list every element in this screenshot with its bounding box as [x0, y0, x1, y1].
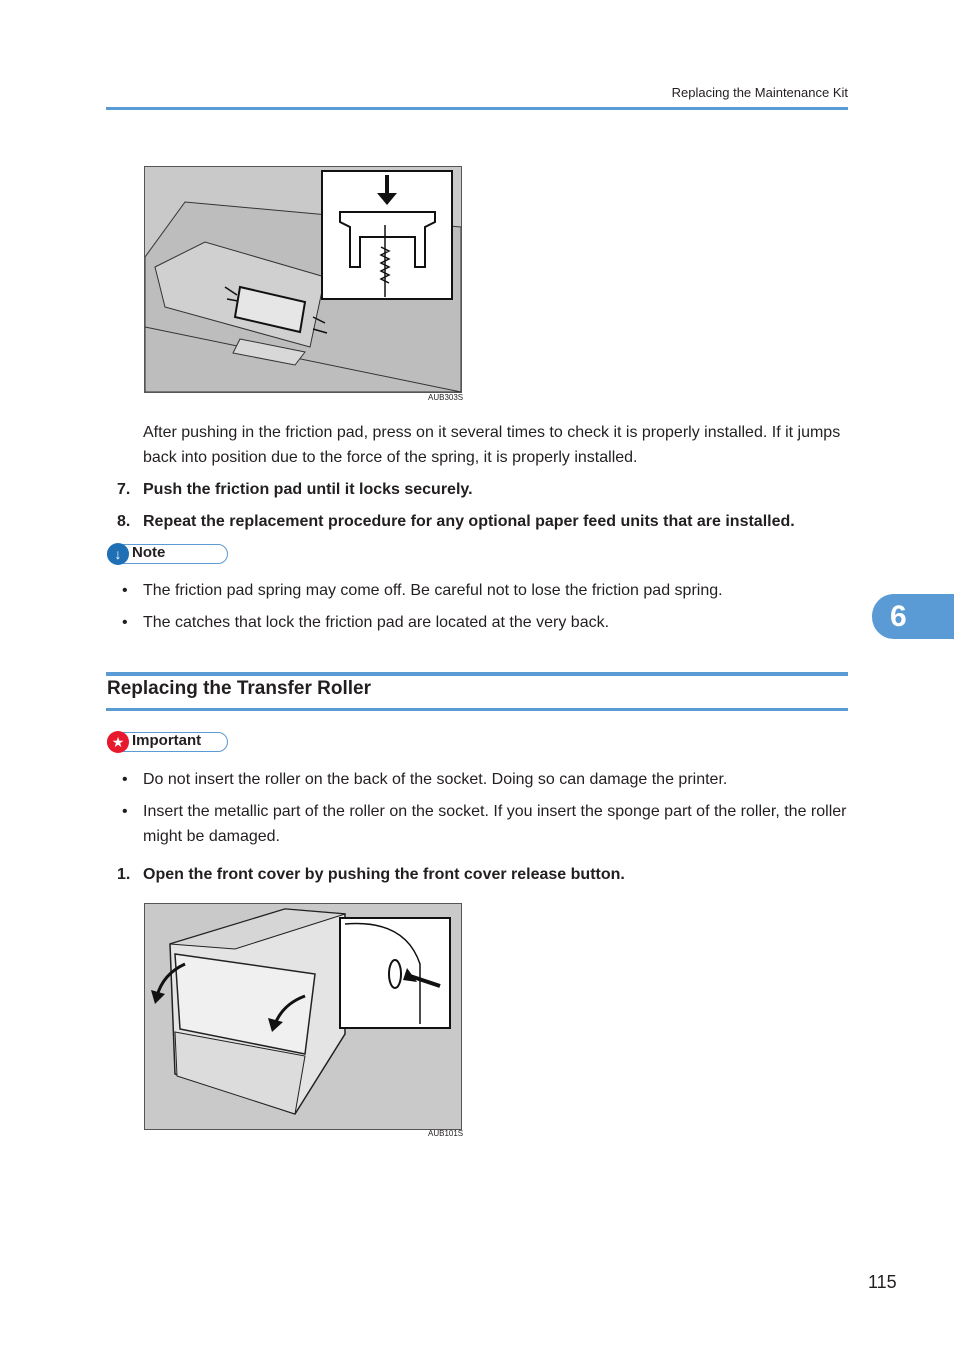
bullet-text: The catches that lock the friction pad are located at the very back. — [143, 614, 610, 631]
section-rule-bottom — [106, 708, 848, 711]
section-title: Replacing the Transfer Roller — [107, 678, 371, 699]
bullet-text: Do not insert the roller on the back of the socket. Doing so can damage the printer. — [143, 771, 728, 788]
front-cover-illustration — [144, 903, 462, 1130]
running-header: Replacing the Maintenance Kit — [671, 85, 848, 100]
bullet-text: The friction pad spring may come off. Be careful not to lose the friction pad spring. — [143, 582, 723, 599]
bullet-dot: • — [122, 614, 128, 631]
step-number: 8. — [117, 513, 131, 530]
star-icon: ★ — [107, 731, 129, 753]
chapter-tab: 6 — [872, 594, 954, 639]
bullet-text: Insert the metallic part of the roller on the socket. If you insert the sponge part of the roller, the roller might be damaged. — [143, 803, 847, 845]
figure-code-label: AUB303S — [428, 393, 464, 402]
note-label: Note — [132, 544, 166, 561]
note-badge — [107, 544, 228, 564]
figure-code-label: AUB101S — [428, 1129, 464, 1138]
step-number: 1. — [117, 866, 131, 883]
section-rule-top — [106, 672, 848, 676]
step-text: Open the front cover by pushing the front cover release button. — [143, 866, 625, 883]
friction-pad-drawing — [145, 167, 461, 392]
page-number: 115 — [868, 1272, 897, 1292]
important-badge — [107, 732, 228, 752]
printer-drawing — [145, 904, 461, 1129]
bullet-dot: • — [122, 803, 128, 820]
down-arrow-icon: ↓ — [107, 543, 129, 565]
step-text: Repeat the replacement procedure for any optional paper feed units that are installed. — [143, 513, 795, 530]
bullet-dot: • — [122, 582, 128, 599]
friction-pad-illustration — [144, 166, 462, 393]
important-label: Important — [132, 732, 202, 749]
paragraph-line: After pushing in the friction pad, press on it several times to check it is properly installed. If it jumps — [143, 424, 841, 441]
step-number: 7. — [117, 481, 131, 498]
paragraph-line: back into position due to the force of the spring, it is properly installed. — [143, 449, 638, 466]
bullet-dot: • — [122, 771, 128, 788]
step-text: Push the friction pad until it locks securely. — [143, 481, 473, 498]
header-rule — [106, 107, 848, 110]
